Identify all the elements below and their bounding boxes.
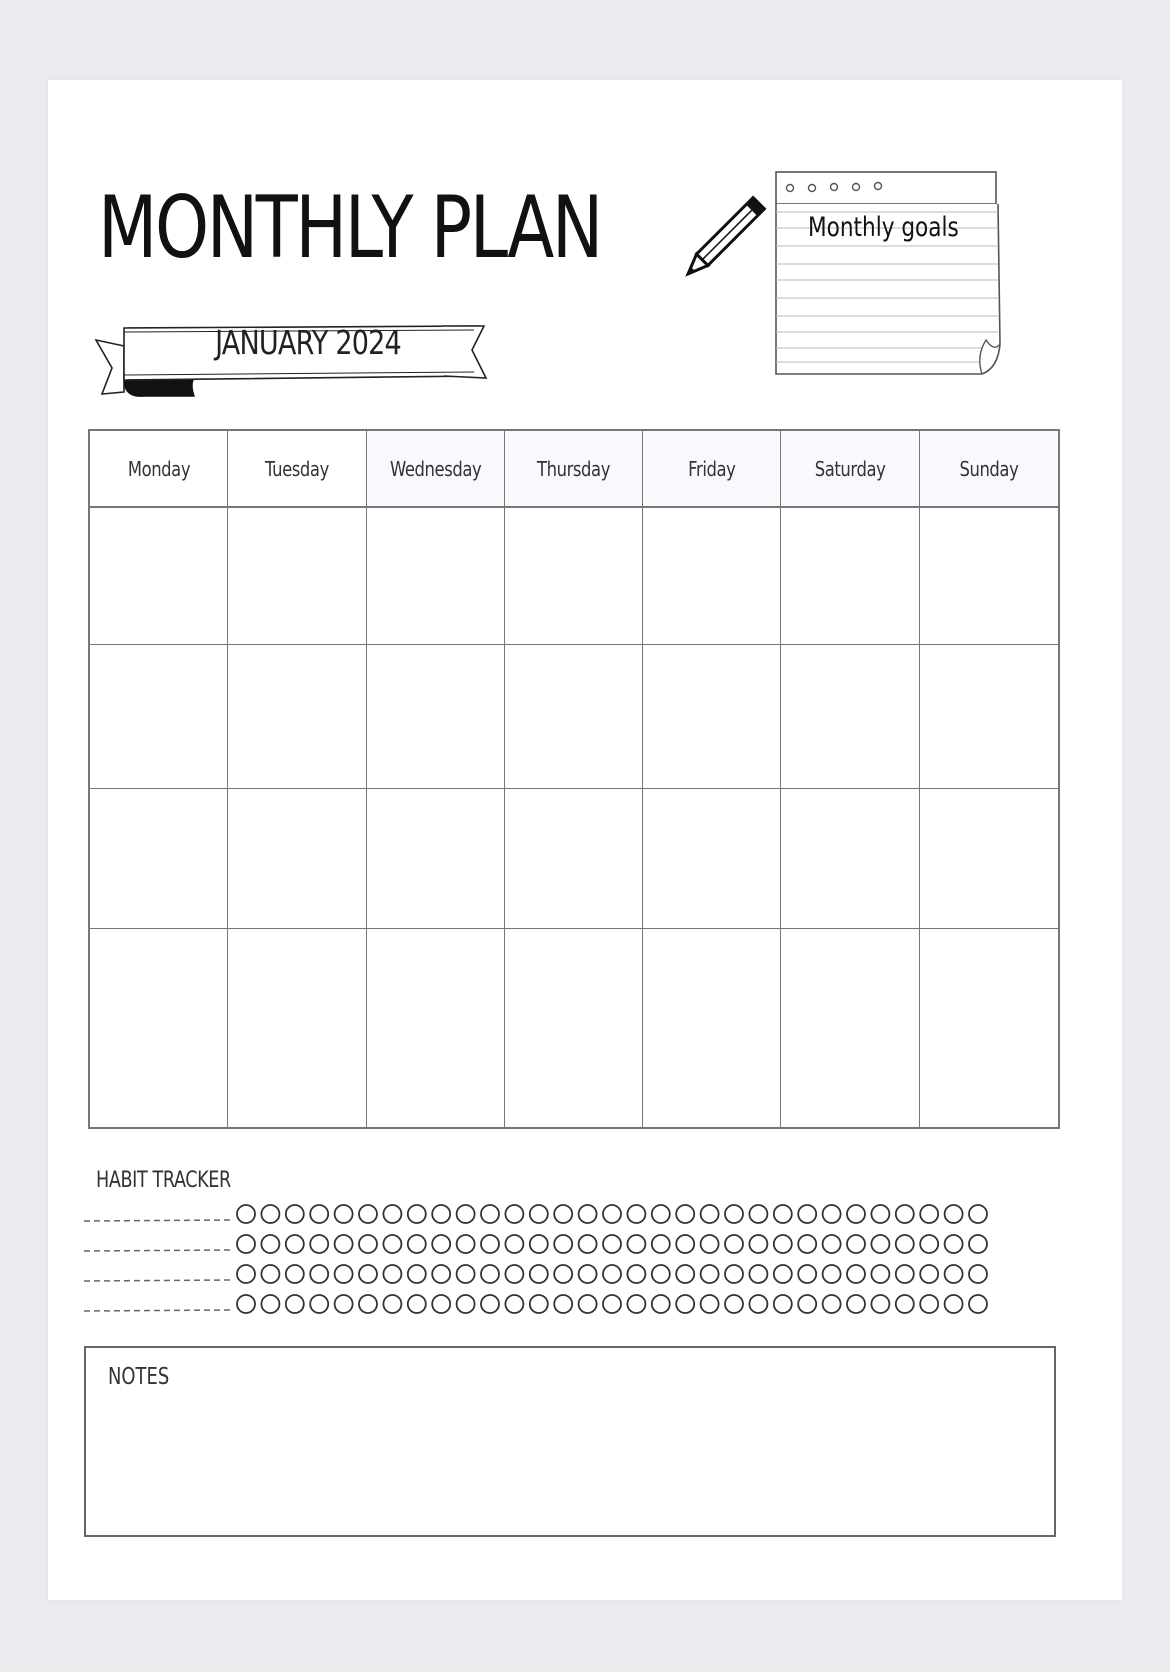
calendar-day-cell[interactable] [90, 508, 228, 644]
habit-day-circle[interactable] [359, 1295, 377, 1313]
habit-day-circle[interactable] [725, 1295, 743, 1313]
habit-day-circle[interactable] [920, 1205, 938, 1223]
calendar-day-cell[interactable] [367, 508, 505, 644]
habit-day-circle[interactable] [530, 1265, 548, 1283]
habit-day-circle[interactable] [847, 1265, 865, 1283]
habit-day-circle[interactable] [457, 1265, 475, 1283]
habit-day-circle[interactable] [896, 1235, 914, 1253]
habit-day-circle[interactable] [432, 1265, 450, 1283]
calendar-week-row [90, 508, 1058, 645]
habit-day-circle[interactable] [286, 1205, 304, 1223]
calendar-day-cell[interactable] [228, 929, 366, 1127]
habit-day-circle[interactable] [505, 1235, 523, 1253]
habit-day-circle[interactable] [286, 1235, 304, 1253]
habit-day-circle[interactable] [579, 1205, 597, 1223]
habit-day-circle[interactable] [408, 1235, 426, 1253]
calendar-day-cell[interactable] [781, 789, 919, 928]
habit-day-circle[interactable] [554, 1205, 572, 1223]
habit-day-circle[interactable] [579, 1295, 597, 1313]
calendar-day-cell[interactable] [920, 789, 1058, 928]
habit-day-circle[interactable] [969, 1295, 987, 1313]
month-label: JANUARY 2024 [215, 323, 401, 362]
weekday-saturday: Saturday [781, 431, 919, 506]
habit-day-circle[interactable] [579, 1235, 597, 1253]
habit-day-circle[interactable] [286, 1295, 304, 1313]
habit-day-circle[interactable] [945, 1295, 963, 1313]
calendar-week-row [90, 789, 1058, 929]
habit-day-circle[interactable] [896, 1295, 914, 1313]
habit-day-circle[interactable] [261, 1265, 279, 1283]
habit-day-circle[interactable] [774, 1265, 792, 1283]
habit-day-circle[interactable] [432, 1205, 450, 1223]
calendar-day-cell[interactable] [367, 645, 505, 788]
habit-day-circle[interactable] [969, 1205, 987, 1223]
habit-day-circle[interactable] [457, 1235, 475, 1253]
habit-day-circle[interactable] [627, 1205, 645, 1223]
habit-day-circle[interactable] [823, 1235, 841, 1253]
habit-day-circle[interactable] [383, 1235, 401, 1253]
habit-day-circle[interactable] [676, 1295, 694, 1313]
habit-day-circle[interactable] [481, 1235, 499, 1253]
habit-day-circle[interactable] [652, 1235, 670, 1253]
habit-day-circle[interactable] [335, 1295, 353, 1313]
habit-tracker-title: HABIT TRACKER [96, 1168, 231, 1193]
calendar-day-cell[interactable] [920, 645, 1058, 788]
habit-day-circle[interactable] [237, 1265, 255, 1283]
calendar-day-cell[interactable] [643, 929, 781, 1127]
habit-name-line[interactable] [84, 1220, 230, 1221]
habit-row [84, 1295, 987, 1313]
habit-day-circle[interactable] [725, 1265, 743, 1283]
weekday-tuesday: Tuesday [228, 431, 366, 506]
habit-day-circle[interactable] [603, 1265, 621, 1283]
habit-day-circle[interactable] [701, 1265, 719, 1283]
habit-day-circle[interactable] [847, 1235, 865, 1253]
habit-day-circle[interactable] [749, 1265, 767, 1283]
habit-day-circle[interactable] [701, 1205, 719, 1223]
habit-day-circle[interactable] [701, 1295, 719, 1313]
habit-day-circle[interactable] [505, 1295, 523, 1313]
habit-row [84, 1205, 987, 1223]
weekday-wednesday: Wednesday [367, 431, 505, 506]
habit-day-circle[interactable] [359, 1235, 377, 1253]
weekday-header-row [90, 431, 1058, 508]
habit-day-circle[interactable] [237, 1295, 255, 1313]
habit-day-circle[interactable] [749, 1295, 767, 1313]
calendar-body [90, 508, 1058, 1127]
calendar-day-cell[interactable] [920, 508, 1058, 644]
habit-day-circle[interactable] [432, 1295, 450, 1313]
calendar-day-cell[interactable] [90, 929, 228, 1127]
habit-day-circle[interactable] [871, 1295, 889, 1313]
habit-day-circle[interactable] [554, 1235, 572, 1253]
habit-day-circle[interactable] [335, 1235, 353, 1253]
habit-day-circle[interactable] [725, 1205, 743, 1223]
calendar-week-row [90, 929, 1058, 1127]
habit-day-circle[interactable] [920, 1235, 938, 1253]
habit-day-circle[interactable] [652, 1205, 670, 1223]
habit-day-circle[interactable] [774, 1295, 792, 1313]
habit-day-circle[interactable] [823, 1205, 841, 1223]
habit-day-circle[interactable] [627, 1295, 645, 1313]
calendar-day-cell[interactable] [90, 645, 228, 788]
weekday-thursday: Thursday [505, 431, 643, 506]
habit-day-circle[interactable] [530, 1235, 548, 1253]
calendar-day-cell[interactable] [781, 645, 919, 788]
habit-day-circle[interactable] [676, 1205, 694, 1223]
habit-day-circle[interactable] [676, 1235, 694, 1253]
habit-day-circle[interactable] [335, 1265, 353, 1283]
habit-day-circle[interactable] [847, 1205, 865, 1223]
habit-day-circle[interactable] [798, 1295, 816, 1313]
habit-day-circle[interactable] [383, 1265, 401, 1283]
habit-day-circle[interactable] [749, 1235, 767, 1253]
habit-day-circle[interactable] [383, 1295, 401, 1313]
habit-day-circle[interactable] [945, 1205, 963, 1223]
calendar-day-cell[interactable] [505, 789, 643, 928]
calendar-day-cell[interactable] [367, 789, 505, 928]
calendar-grid [88, 429, 1060, 1129]
habit-day-circle[interactable] [359, 1265, 377, 1283]
habit-day-circle[interactable] [481, 1265, 499, 1283]
habit-day-circle[interactable] [749, 1205, 767, 1223]
calendar-day-cell[interactable] [643, 508, 781, 644]
planner-page [48, 80, 1122, 1600]
habit-name-line[interactable] [84, 1250, 230, 1251]
habit-day-circle[interactable] [310, 1235, 328, 1253]
habit-day-circle[interactable] [408, 1205, 426, 1223]
habit-day-circle[interactable] [481, 1295, 499, 1313]
weekday-friday: Friday [643, 431, 781, 506]
habit-day-circle[interactable] [823, 1265, 841, 1283]
habit-day-circle[interactable] [359, 1205, 377, 1223]
calendar-week-row [90, 645, 1058, 789]
habit-day-circle[interactable] [530, 1295, 548, 1313]
calendar-day-cell[interactable] [505, 929, 643, 1127]
habit-row [84, 1235, 987, 1253]
habit-day-circle[interactable] [627, 1235, 645, 1253]
habit-name-line[interactable] [84, 1310, 230, 1311]
habit-day-circle[interactable] [896, 1265, 914, 1283]
habit-day-circle[interactable] [310, 1265, 328, 1283]
monthly-goals-label: Monthly goals [808, 212, 959, 243]
habit-day-circle[interactable] [383, 1205, 401, 1223]
calendar-day-cell[interactable] [643, 645, 781, 788]
habit-day-circle[interactable] [798, 1205, 816, 1223]
habit-day-circle[interactable] [774, 1235, 792, 1253]
habit-name-line[interactable] [84, 1280, 230, 1281]
habit-day-circle[interactable] [505, 1265, 523, 1283]
habit-day-circle[interactable] [603, 1205, 621, 1223]
calendar-day-cell[interactable] [228, 645, 366, 788]
calendar-day-cell[interactable] [781, 508, 919, 644]
habit-day-circle[interactable] [969, 1235, 987, 1253]
calendar-day-cell[interactable] [367, 929, 505, 1127]
habit-day-circle[interactable] [505, 1205, 523, 1223]
habit-day-circle[interactable] [237, 1205, 255, 1223]
calendar-day-cell[interactable] [228, 789, 366, 928]
habit-day-circle[interactable] [554, 1265, 572, 1283]
habit-day-circle[interactable] [774, 1205, 792, 1223]
calendar-day-cell[interactable] [643, 789, 781, 928]
habit-day-circle[interactable] [286, 1265, 304, 1283]
habit-day-circle[interactable] [945, 1235, 963, 1253]
habit-day-circle[interactable] [627, 1265, 645, 1283]
habit-day-circle[interactable] [798, 1235, 816, 1253]
habit-day-circle[interactable] [603, 1295, 621, 1313]
habit-day-circle[interactable] [920, 1265, 938, 1283]
habit-day-circle[interactable] [871, 1265, 889, 1283]
weekday-sunday: Sunday [920, 431, 1058, 506]
habit-day-circle[interactable] [530, 1205, 548, 1223]
habit-day-circle[interactable] [457, 1205, 475, 1223]
habit-day-circle[interactable] [823, 1295, 841, 1313]
calendar-day-cell[interactable] [505, 508, 643, 644]
habit-day-circle[interactable] [335, 1205, 353, 1223]
habit-day-circle[interactable] [945, 1265, 963, 1283]
habit-day-circle[interactable] [432, 1235, 450, 1253]
habit-day-circle[interactable] [652, 1265, 670, 1283]
calendar-day-cell[interactable] [781, 929, 919, 1127]
habit-day-circle[interactable] [457, 1295, 475, 1313]
habit-day-circle[interactable] [261, 1295, 279, 1313]
habit-day-circle[interactable] [554, 1295, 572, 1313]
habit-tracker-rows [84, 1198, 1044, 1328]
habit-day-circle[interactable] [310, 1205, 328, 1223]
habit-day-circle[interactable] [920, 1295, 938, 1313]
habit-day-circle[interactable] [969, 1265, 987, 1283]
habit-day-circle[interactable] [896, 1205, 914, 1223]
habit-day-circle[interactable] [798, 1265, 816, 1283]
notepad-icon [768, 168, 1008, 398]
page-title: MONTHLY PLAN [98, 178, 601, 278]
habit-day-circle[interactable] [871, 1205, 889, 1223]
calendar-day-cell[interactable] [90, 789, 228, 928]
calendar-day-cell[interactable] [505, 645, 643, 788]
habit-day-circle[interactable] [310, 1295, 328, 1313]
habit-row [84, 1265, 987, 1283]
habit-day-circle[interactable] [481, 1205, 499, 1223]
habit-day-circle[interactable] [847, 1295, 865, 1313]
habit-day-circle[interactable] [701, 1235, 719, 1253]
weekday-monday: Monday [90, 431, 228, 506]
habit-day-circle[interactable] [237, 1235, 255, 1253]
notes-label: NOTES [108, 1364, 170, 1390]
habit-day-circle[interactable] [603, 1235, 621, 1253]
habit-day-circle[interactable] [261, 1235, 279, 1253]
calendar-day-cell[interactable] [228, 508, 366, 644]
habit-day-circle[interactable] [408, 1295, 426, 1313]
notes-box[interactable] [84, 1346, 1056, 1537]
habit-day-circle[interactable] [652, 1295, 670, 1313]
calendar-day-cell[interactable] [920, 929, 1058, 1127]
habit-day-circle[interactable] [871, 1235, 889, 1253]
habit-day-circle[interactable] [579, 1265, 597, 1283]
habit-day-circle[interactable] [408, 1265, 426, 1283]
habit-day-circle[interactable] [261, 1205, 279, 1223]
habit-day-circle[interactable] [725, 1235, 743, 1253]
habit-day-circle[interactable] [676, 1265, 694, 1283]
pencil-icon [672, 190, 772, 290]
